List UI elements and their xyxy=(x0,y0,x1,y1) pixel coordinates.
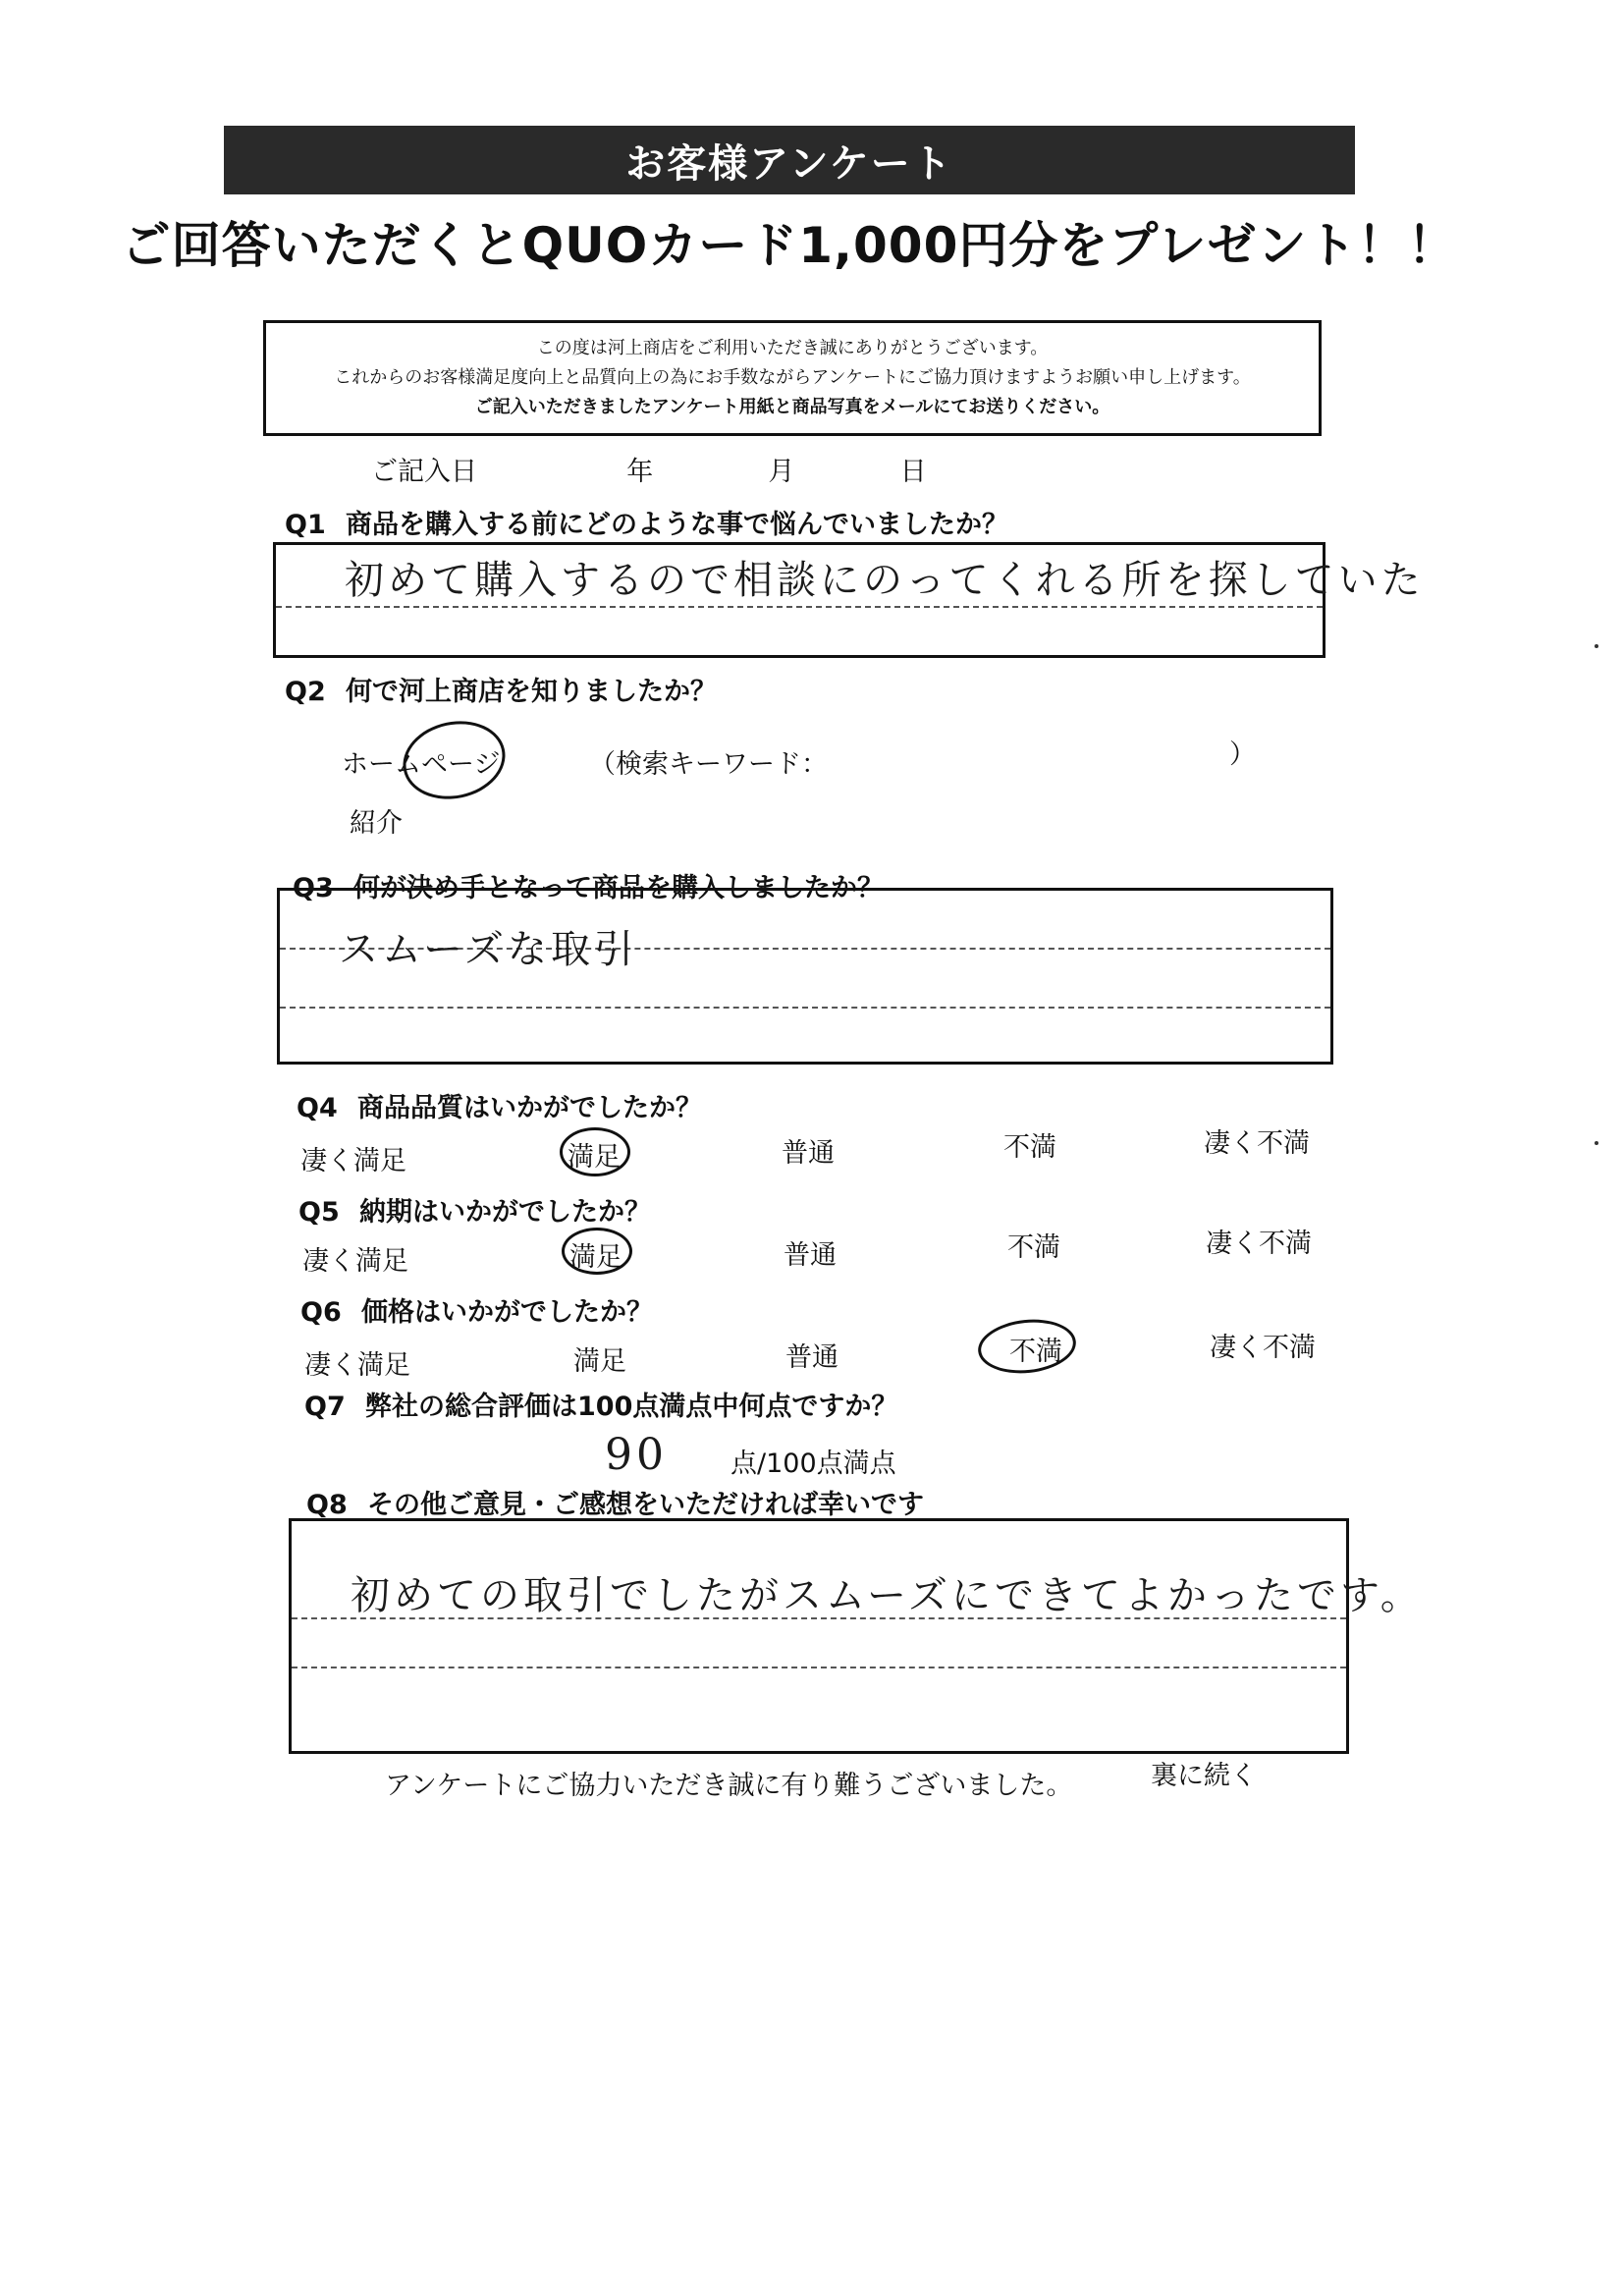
q4-option-dissatisfied[interactable]: 不満 xyxy=(1003,1132,1056,1163)
q1-ruled-line xyxy=(276,606,1323,608)
q4-selected-circle-mark xyxy=(560,1127,630,1176)
q2-number: Q2 xyxy=(285,677,326,707)
date-label: ご記入日 xyxy=(371,457,477,487)
intro-line-3: ご記入いただきましたアンケート用紙と商品写真をメールにてお送りください。 xyxy=(474,397,1110,417)
q6-option-neutral[interactable]: 普通 xyxy=(785,1342,839,1373)
q8-title xyxy=(306,1483,924,1521)
q4-option-neutral[interactable]: 普通 xyxy=(782,1138,835,1169)
q5-option-very-satisfied[interactable]: 凄く満足 xyxy=(302,1246,408,1277)
footer-continue: 裏に続く xyxy=(1151,1761,1257,1791)
q3-answer: スムーズな取引 xyxy=(339,927,637,972)
q3-ruled-line-2 xyxy=(280,1007,1330,1009)
date-row xyxy=(371,450,927,488)
q5-option-very-dissatisfied[interactable]: 凄く不満 xyxy=(1206,1229,1312,1259)
q7-unit: 点/100点満点 xyxy=(730,1449,896,1479)
q2-search-keyword-label: （検索キーワード： xyxy=(589,749,828,780)
q6-number: Q6 xyxy=(300,1297,342,1328)
scan-speck xyxy=(1595,1141,1598,1145)
survey-title-banner xyxy=(224,126,1355,194)
q4-option-satisfied[interactable]: 満足 xyxy=(568,1142,621,1173)
intro-line-1: この度は河上商店をご利用いただき誠にありがとうございます。 xyxy=(536,338,1049,358)
q6-option-satisfied[interactable]: 満足 xyxy=(573,1346,626,1377)
date-year: 年 xyxy=(626,457,654,487)
q7-number: Q7 xyxy=(304,1392,346,1422)
q6-title xyxy=(300,1290,653,1329)
q8-number: Q8 xyxy=(306,1490,348,1520)
date-day: 日 xyxy=(899,457,927,487)
q3-answer-box[interactable] xyxy=(277,888,1333,1065)
date-month: 月 xyxy=(768,457,795,487)
q2-title xyxy=(285,670,717,708)
q5-option-satisfied[interactable]: 満足 xyxy=(569,1242,622,1273)
q3-number: Q3 xyxy=(293,873,334,903)
q3-question: 何が決め手となって商品を購入しましたか？ xyxy=(353,873,884,903)
q7-score[interactable]: 90 xyxy=(605,1430,668,1480)
q8-ruled-line-2 xyxy=(292,1667,1346,1668)
present-headline: ご回答いただくとQUOカード1,000円分をプレゼント！！ xyxy=(121,217,1458,274)
q5-number: Q5 xyxy=(298,1197,340,1228)
q2-option-referral[interactable]: 紹介 xyxy=(350,808,403,839)
q4-option-very-satisfied[interactable]: 凄く満足 xyxy=(300,1146,406,1176)
q4-number: Q4 xyxy=(297,1093,338,1123)
q1-number: Q1 xyxy=(285,510,326,540)
intro-box xyxy=(263,320,1322,436)
q1-title xyxy=(285,503,1008,541)
q8-answer-box[interactable] xyxy=(289,1518,1424,1754)
q2-question: 何で河上商店を知りましたか？ xyxy=(346,677,717,707)
q5-question: 納期はいかがでしたか？ xyxy=(359,1197,651,1228)
q1-answer-box[interactable] xyxy=(273,542,1425,658)
q4-question: 商品品質はいかがでしたか？ xyxy=(357,1093,702,1123)
q6-option-dissatisfied[interactable]: 不満 xyxy=(1009,1337,1062,1367)
q2-close-paren: ） xyxy=(1229,739,1256,770)
q2-homepage-circle-mark xyxy=(396,712,513,808)
q2-option-homepage[interactable]: ホームページ xyxy=(342,749,501,780)
q6-question: 価格はいかがでしたか？ xyxy=(361,1297,653,1328)
q6-option-very-dissatisfied[interactable]: 凄く不満 xyxy=(1210,1333,1316,1363)
q5-option-neutral[interactable]: 普通 xyxy=(784,1240,837,1271)
q6-selected-circle-mark xyxy=(975,1315,1078,1378)
q1-question: 商品を購入する前にどのような事で悩んでいましたか？ xyxy=(346,510,1008,540)
q4-title xyxy=(297,1086,702,1124)
q8-question: その他ご意見・ご感想をいただければ幸いです xyxy=(367,1490,924,1520)
scan-speck xyxy=(1595,644,1598,648)
q5-selected-circle-mark xyxy=(562,1228,632,1275)
q1-answer: 初めて購入するので相談にのってくれる所を探していた xyxy=(345,558,1425,603)
footer-thanks: アンケートにご協力いただき誠に有り難うございました。 xyxy=(385,1771,1073,1801)
q7-question: 弊社の総合評価は100点満点中何点ですか？ xyxy=(365,1392,898,1422)
q4-option-very-dissatisfied[interactable]: 凄く不満 xyxy=(1204,1128,1310,1159)
intro-line-2: これからのお客様満足度向上と品質向上の為にお手数ながらアンケートにご協力頂けますようお願い申し上げます。 xyxy=(334,367,1251,388)
q8-answer: 初めての取引でしたがスムーズにできてよかったです。 xyxy=(351,1573,1424,1618)
q7-title xyxy=(304,1385,897,1423)
q5-title xyxy=(298,1190,651,1229)
q6-option-very-satisfied[interactable]: 凄く満足 xyxy=(304,1350,410,1381)
survey-title: お客様アンケート xyxy=(625,140,953,187)
q5-option-dissatisfied[interactable]: 不満 xyxy=(1007,1232,1060,1263)
